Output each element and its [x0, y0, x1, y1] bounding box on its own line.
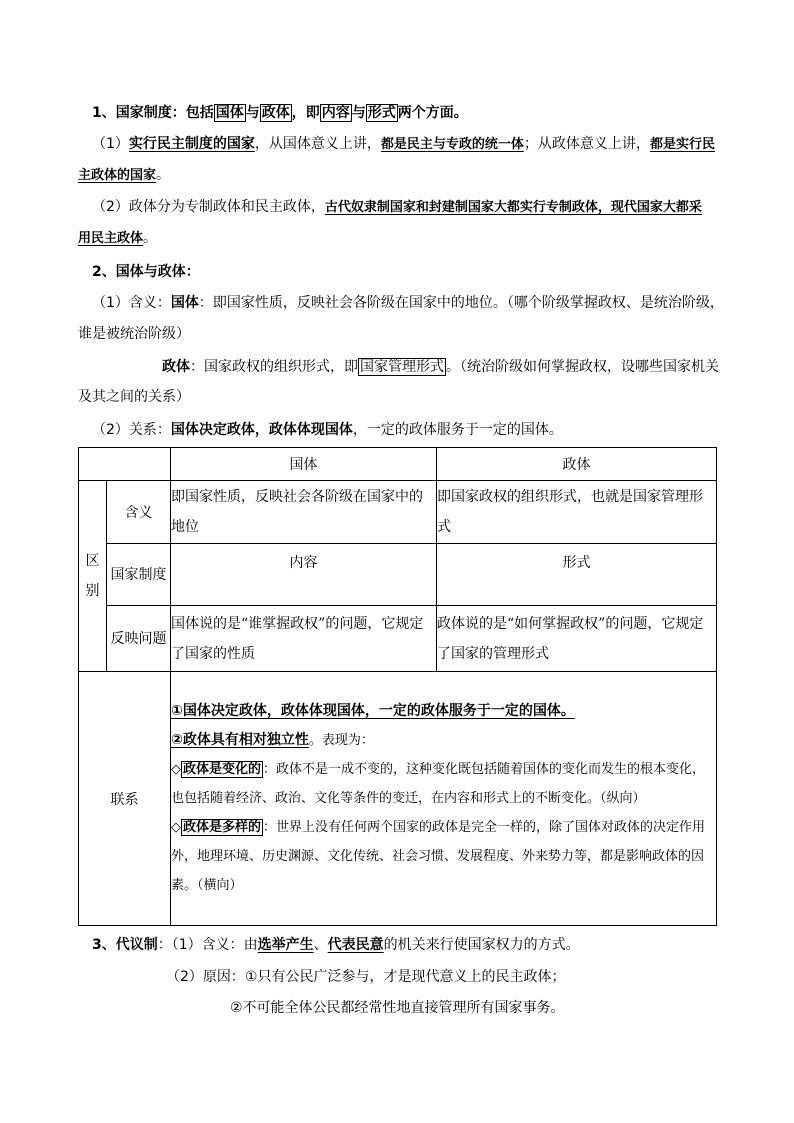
boxed-term: 国家管理形式 — [360, 359, 444, 375]
bold-text: 3、代议制 — [92, 937, 158, 953]
underlined-text: ②政体具有相对独立性 — [171, 732, 309, 748]
underlined-text: 都是民主与专政的统一体 — [380, 137, 524, 152]
row-label-text: 国家制度 — [110, 566, 167, 583]
section-1-heading — [92, 103, 468, 123]
text: ：（1）含义：由 — [157, 937, 258, 953]
text: ，从国体意义上讲， — [254, 136, 381, 152]
table-row — [79, 481, 717, 544]
underlined-text: 实行民主制度的国家 — [128, 136, 255, 152]
section-3-reason-2: ②不可能全体公民都经常性地直接管理所有国家事务。 — [230, 1000, 565, 1016]
lianxi-label: 联系 — [79, 672, 171, 926]
relation-line — [92, 420, 563, 440]
row-zhengti-cell: 即国家政权的组织形式，也就是国家管理形式 — [437, 481, 717, 544]
table-row — [79, 606, 717, 672]
lianxi-point-3 — [171, 755, 716, 813]
boxed-term: 政体是多样的 — [183, 820, 262, 835]
underlined-text: 用民主政体 — [78, 231, 144, 246]
lianxi-content — [171, 672, 717, 926]
text: 。表现为： — [308, 733, 374, 748]
text: （1） — [92, 136, 129, 152]
table-row — [79, 544, 717, 606]
underlined-text: 选举产生 — [257, 937, 314, 953]
text: 。（统治阶级如何掌握政权，设哪些国家机关 — [446, 359, 719, 375]
text: ，一定的政体服务于一定的国体。 — [352, 422, 563, 438]
row-label — [107, 544, 171, 606]
qubie-label-cell — [79, 481, 107, 672]
text: 的机关来行使国家权力的方式。 — [383, 937, 580, 953]
section-3-reason-1: （2）原因：①只有公民广泛参与，才是现代意义上的民主政体； — [166, 969, 566, 985]
header-zhengti: 政体 — [437, 448, 717, 481]
row-zhengti-cell: 形式 — [437, 544, 717, 606]
text: 与 — [351, 105, 366, 121]
guoti-definition — [92, 293, 724, 313]
text: ：政体不是一成不变的，这种变化既包括随着国体的变化而发生的根本变化，也包括随着经济、政治、文化等条件的变迁，在内容和形式上的不断变化。（纵向） — [171, 762, 706, 806]
boxed-term: 政体是变化的 — [183, 762, 262, 777]
boxed-term: 内容 — [321, 105, 350, 121]
row-label-text: 反映问题 — [110, 630, 167, 647]
text: （2）政体分为专制政体和民主政体， — [92, 199, 325, 215]
underlined-text: 都是实行民 — [649, 137, 715, 152]
row-guoti-cell: 内容 — [171, 544, 437, 606]
bold-term: 国体 — [170, 295, 199, 311]
text: 1、国家制度：包括 — [92, 105, 214, 121]
header-guoti: 国体 — [171, 448, 437, 481]
lianxi-point-1: ①国体决定政体，政体体现国体，一定的政体服务于一定的国体。 — [171, 703, 575, 719]
section-1-point-2 — [92, 197, 702, 218]
bold-text: 国体决定政体，政体体现国体 — [170, 422, 353, 438]
text: ：世界上没有任何两个国家的政体是完全一样的，除了国体对政体的决定作用外，地理环境、历史渊源、文化传统、社会习惯、发展程度、外来势力等，都是影响政体的因素。（横向） — [171, 820, 706, 893]
underlined-text: 代表民意 — [327, 937, 384, 953]
row-label — [107, 606, 171, 672]
text: 。 — [143, 230, 158, 246]
section-3-heading — [92, 935, 580, 955]
header-empty-cell — [79, 448, 171, 481]
section-1-point-1 — [92, 134, 715, 155]
comparison-table — [78, 447, 717, 926]
text: 。 — [156, 167, 171, 183]
row-guoti-cell: 国体说的是“谁掌握政权”的问题，它规定了国家的性质 — [171, 606, 437, 672]
text: 两个方面。 — [397, 105, 468, 121]
boxed-term: 政体 — [261, 105, 290, 121]
zhengti-definition — [162, 357, 719, 377]
diamond-icon: ◇ — [171, 820, 181, 835]
text: （2）关系： — [92, 422, 171, 438]
text: 、 — [313, 937, 328, 953]
underlined-text: 古代奴隶制国家和封建制国家大都实行专制政体，现代国家大都采 — [324, 200, 702, 215]
section-2-heading: 2、国体与政体： — [92, 264, 200, 280]
table-header-row — [79, 448, 717, 481]
section-1-point-2-cont — [78, 228, 157, 249]
lianxi-point-4 — [171, 813, 716, 900]
text: ；从政体意义上讲， — [523, 136, 650, 152]
row-guoti-cell: 即国家性质，反映社会各阶级在国家中的地位 — [171, 481, 437, 544]
row-label: 含义 — [107, 481, 171, 544]
underlined-text: 主政体的国家 — [78, 168, 157, 183]
diamond-icon: ◇ — [171, 762, 181, 777]
section-1-point-1-cont — [78, 165, 170, 186]
boxed-term: 国体 — [215, 105, 244, 121]
lianxi-point-2 — [171, 726, 716, 755]
bold-term: 政体 — [162, 359, 190, 375]
lianxi-row — [79, 672, 717, 926]
text: ：即国家性质，反映社会各阶级在国家中的地位。（哪个阶级掌握政权、是统治阶级， — [198, 295, 724, 311]
text: ，即 — [291, 105, 320, 121]
text: ：国家政权的组织形式，即 — [190, 359, 358, 375]
row-zhengti-cell: 政体说的是“如何掌握政权”的问题，它规定了国家的管理形式 — [437, 606, 717, 672]
text: 与 — [245, 105, 260, 121]
zhengti-definition-cont: 及其之间的关系） — [78, 389, 190, 405]
qubie-label: 区别 — [85, 553, 100, 599]
text: （1）含义： — [92, 295, 171, 311]
boxed-term: 形式 — [367, 105, 396, 121]
guoti-definition-cont: 谁是被统治阶级） — [78, 326, 190, 342]
